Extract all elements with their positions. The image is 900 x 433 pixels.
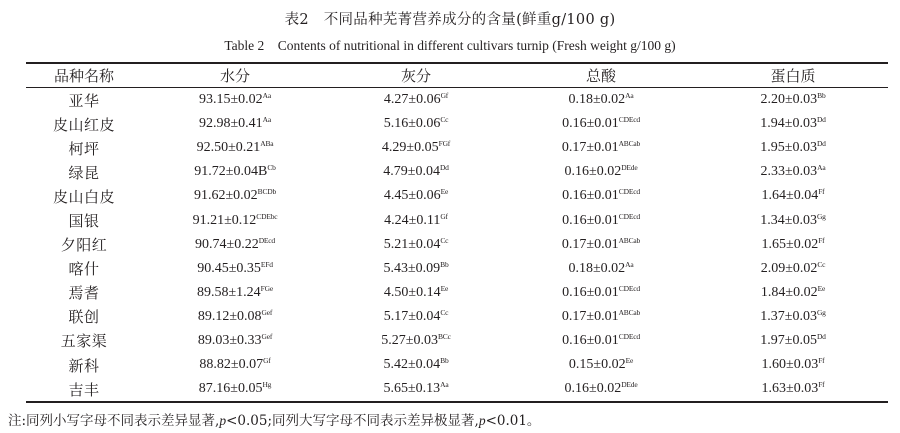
significance-letters: Ff	[818, 235, 825, 245]
significance-letters: Aa	[262, 91, 272, 101]
significance-letters: ABa	[260, 139, 274, 149]
protein-value: 1.63±0.03	[761, 381, 819, 397]
significance-letters: CDEcd	[618, 187, 640, 197]
significance-letters: Gf	[440, 211, 448, 221]
ash-cell	[328, 160, 504, 184]
moisture-value: 91.62±0.02	[193, 188, 258, 204]
ash-cell	[328, 233, 504, 257]
total-acid-value: 0.17±0.01	[561, 308, 619, 324]
table-row	[26, 257, 888, 281]
protein-cell	[698, 377, 888, 401]
table-footnote	[8, 409, 540, 429]
significance-letters: CDEcd	[618, 211, 640, 221]
significance-letters: Cc	[440, 115, 449, 125]
moisture-cell	[142, 353, 328, 377]
moisture-value: 90.45±0.35	[197, 260, 261, 276]
total-acid-value: 0.17±0.01	[561, 140, 619, 156]
significance-letters: Gg	[816, 307, 826, 317]
column-header-ash: 灰分	[400, 67, 431, 85]
protein-cell	[698, 87, 888, 112]
ash-value: 4.27±0.06	[383, 92, 441, 108]
header-row	[26, 64, 888, 87]
protein-cell	[698, 136, 888, 160]
moisture-cell	[142, 184, 328, 208]
moisture-value: 88.82±0.07	[199, 357, 264, 373]
bottom-rule	[26, 401, 888, 403]
significance-letters: Dd	[816, 139, 826, 149]
significance-letters: Ee	[817, 283, 826, 293]
protein-cell	[698, 257, 888, 281]
significance-letters: ABCab	[618, 139, 641, 149]
protein-cell	[698, 281, 888, 305]
table-row	[26, 377, 888, 401]
significance-letters: Ee	[440, 187, 449, 197]
significance-letters: Gf	[440, 91, 449, 101]
moisture-value: 91.21±0.12	[192, 212, 257, 228]
table-row	[26, 136, 888, 160]
protein-cell	[698, 305, 888, 329]
significance-letters: Ff	[818, 380, 825, 390]
footnote-prefix: 注:同列小写字母不同表示差异显著,	[8, 413, 220, 429]
protein-cell	[698, 353, 888, 377]
protein-value: 1.97±0.05	[760, 332, 817, 348]
significance-letters: Aa	[440, 380, 449, 390]
protein-value: 1.94±0.03	[760, 116, 817, 132]
ash-value: 5.42±0.04	[383, 357, 441, 373]
significance-letters: Ff	[818, 356, 825, 366]
total-acid-cell	[504, 329, 698, 353]
column-header-total-acid: 总酸	[585, 67, 616, 85]
table-row	[26, 233, 888, 257]
table-caption-chinese: 表2 不同品种芜菁营养成分的含量(鲜重g/100 g)	[284, 12, 616, 28]
table-row	[26, 353, 888, 377]
ash-cell	[328, 329, 504, 353]
moisture-value: 92.50±0.21	[196, 140, 261, 156]
total-acid-cell	[504, 160, 698, 184]
protein-value: 1.64±0.04	[761, 188, 819, 204]
significance-letters: DEcd	[258, 235, 275, 245]
table-row	[26, 160, 888, 184]
ash-value: 5.43±0.09	[383, 260, 441, 276]
footnote-text-2: <0.01。	[485, 413, 541, 429]
ash-value: 5.17±0.04	[383, 308, 441, 324]
protein-cell	[698, 329, 888, 353]
cultivar-name: 联创	[68, 308, 100, 327]
total-acid-value: 0.16±0.01	[562, 212, 619, 228]
ash-cell	[328, 208, 504, 232]
column-header-cultivar: 品种名称	[53, 67, 114, 85]
moisture-cell	[142, 377, 328, 401]
total-acid-value: 0.17±0.01	[561, 236, 619, 252]
significance-letters: EFd	[260, 259, 273, 269]
footnote-text-1: <0.05;同列大写字母不同表示差异极显著,	[226, 413, 479, 429]
protein-value: 1.34±0.03	[760, 212, 817, 228]
ash-cell	[328, 353, 504, 377]
moisture-cell	[142, 257, 328, 281]
ash-value: 5.21±0.04	[383, 236, 441, 252]
significance-letters: FGf	[438, 139, 451, 149]
significance-letters: Cb	[267, 163, 276, 173]
protein-cell	[698, 112, 888, 136]
total-acid-cell	[504, 208, 698, 232]
significance-letters: Gf	[263, 356, 271, 366]
ash-value: 4.45±0.06	[383, 188, 441, 204]
total-acid-value: 0.16±0.01	[562, 116, 619, 132]
moisture-cell	[142, 112, 328, 136]
table-row	[26, 208, 888, 232]
cultivar-name: 新科	[68, 356, 100, 375]
protein-value: 2.09±0.02	[760, 260, 818, 276]
table-row	[26, 184, 888, 208]
significance-letters: Aa	[625, 91, 634, 101]
protein-value: 1.95±0.03	[760, 140, 817, 156]
significance-letters: CDEcd	[618, 283, 640, 293]
table-row	[26, 112, 888, 136]
significance-letters: ABCab	[618, 235, 641, 245]
ash-cell	[328, 184, 504, 208]
total-acid-cell	[504, 281, 698, 305]
total-acid-value: 0.16±0.02	[564, 164, 622, 180]
significance-letters: BCDb	[257, 187, 277, 197]
column-header-moisture: 水分	[219, 67, 250, 85]
table-row	[26, 329, 888, 353]
cultivar-name: 亚华	[68, 91, 100, 110]
significance-letters: Ee	[625, 356, 634, 366]
total-acid-cell	[504, 257, 698, 281]
total-acid-cell	[504, 112, 698, 136]
total-acid-value: 0.18±0.02	[568, 92, 626, 108]
total-acid-value: 0.16±0.01	[562, 188, 619, 204]
cultivar-name: 喀什	[68, 260, 100, 279]
ash-cell	[328, 305, 504, 329]
significance-letters: BCc	[437, 331, 451, 341]
table-row	[26, 87, 888, 112]
moisture-cell	[142, 136, 328, 160]
ash-value: 4.24±0.11	[384, 212, 441, 228]
cultivar-name: 焉耆	[68, 284, 100, 303]
total-acid-cell	[504, 353, 698, 377]
ash-value: 4.29±0.05	[381, 140, 439, 156]
total-acid-cell	[504, 136, 698, 160]
moisture-value: 91.72±0.04B	[194, 164, 268, 180]
moisture-value: 89.12±0.08	[197, 308, 262, 324]
significance-letters: Cc	[817, 259, 826, 269]
total-acid-value: 0.16±0.01	[562, 284, 619, 300]
moisture-value: 92.98±0.41	[198, 116, 263, 132]
total-acid-value: 0.18±0.02	[568, 260, 626, 276]
protein-cell	[698, 233, 888, 257]
total-acid-value: 0.16±0.01	[562, 332, 619, 348]
moisture-value: 87.16±0.05	[198, 381, 263, 397]
moisture-value: 90.74±0.22	[195, 236, 259, 252]
significance-letters: Dd	[816, 331, 826, 341]
significance-letters: CDEbc	[256, 211, 278, 221]
nutrition-table	[26, 64, 888, 401]
significance-letters: Gef	[261, 307, 273, 317]
significance-letters: Aa	[262, 115, 272, 125]
protein-value: 1.84±0.02	[760, 284, 818, 300]
significance-letters: Aa	[817, 163, 826, 173]
significance-letters: FGe	[260, 283, 273, 293]
cultivar-name: 吉丰	[68, 380, 100, 399]
ash-cell	[328, 112, 504, 136]
protein-cell	[698, 184, 888, 208]
ash-value: 5.27±0.03	[381, 332, 438, 348]
protein-value: 2.33±0.03	[760, 164, 818, 180]
significance-letters: Gg	[816, 211, 826, 221]
protein-value: 1.65±0.02	[761, 236, 819, 252]
moisture-value: 89.58±1.24	[196, 284, 261, 300]
significance-letters: CDEcd	[618, 331, 640, 341]
moisture-cell	[142, 160, 328, 184]
significance-letters: Ff	[818, 187, 825, 197]
significance-letters: Gef	[261, 331, 273, 341]
moisture-cell	[142, 208, 328, 232]
moisture-cell	[142, 305, 328, 329]
significance-letters: Ee	[440, 283, 449, 293]
significance-letters: Dd	[816, 115, 826, 125]
ash-cell	[328, 281, 504, 305]
ash-cell	[328, 136, 504, 160]
cultivar-name: 夕阳红	[60, 236, 108, 255]
ash-value: 4.79±0.04	[383, 164, 440, 180]
significance-letters: CDEcd	[618, 115, 640, 125]
table-row	[26, 305, 888, 329]
protein-value: 1.60±0.03	[761, 357, 819, 373]
significance-letters: Bb	[440, 356, 449, 366]
footnote-p-symbol: p	[478, 413, 486, 428]
ash-cell	[328, 87, 504, 112]
total-acid-value: 0.15±0.02	[568, 357, 626, 373]
significance-letters: Hg	[262, 380, 272, 390]
footnote-p-symbol: p	[219, 413, 227, 428]
significance-letters: Bb	[440, 259, 449, 269]
total-acid-cell	[504, 87, 698, 112]
moisture-cell	[142, 329, 328, 353]
ash-cell	[328, 377, 504, 401]
cultivar-name: 五家渠	[60, 332, 108, 351]
cultivar-name: 国银	[68, 212, 100, 231]
column-header-protein: 蛋白质	[770, 67, 816, 85]
table-caption-english: Table 2 Contents of nutritional in different cultivars turnip (Fresh weight g/100 g)	[224, 38, 676, 53]
cultivar-name: 绿昆	[68, 163, 100, 182]
significance-letters: Cc	[440, 235, 449, 245]
significance-letters: Dd	[439, 163, 449, 173]
moisture-cell	[142, 87, 328, 112]
total-acid-cell	[504, 233, 698, 257]
significance-letters: Aa	[625, 259, 634, 269]
ash-cell	[328, 257, 504, 281]
significance-letters: Cc	[440, 307, 449, 317]
total-acid-cell	[504, 184, 698, 208]
ash-value: 5.65±0.13	[383, 381, 441, 397]
protein-cell	[698, 160, 888, 184]
cultivar-name: 皮山红皮	[52, 115, 115, 134]
total-acid-cell	[504, 377, 698, 401]
table-row	[26, 281, 888, 305]
ash-value: 4.50±0.14	[383, 284, 441, 300]
significance-letters: Bb	[817, 91, 826, 101]
moisture-value: 93.15±0.02	[198, 92, 263, 108]
cultivar-name: 柯坪	[68, 139, 100, 158]
ash-value: 5.16±0.06	[383, 116, 441, 132]
moisture-value: 89.03±0.33	[197, 332, 262, 348]
total-acid-value: 0.16±0.02	[564, 381, 622, 397]
significance-letters: DEde	[621, 163, 638, 173]
moisture-cell	[142, 233, 328, 257]
significance-letters: DEde	[621, 380, 638, 390]
cultivar-name: 皮山白皮	[52, 187, 115, 206]
significance-letters: ABCab	[618, 307, 641, 317]
protein-value: 1.37±0.03	[760, 308, 817, 324]
protein-cell	[698, 208, 888, 232]
moisture-cell	[142, 281, 328, 305]
protein-value: 2.20±0.03	[760, 92, 818, 108]
total-acid-cell	[504, 305, 698, 329]
